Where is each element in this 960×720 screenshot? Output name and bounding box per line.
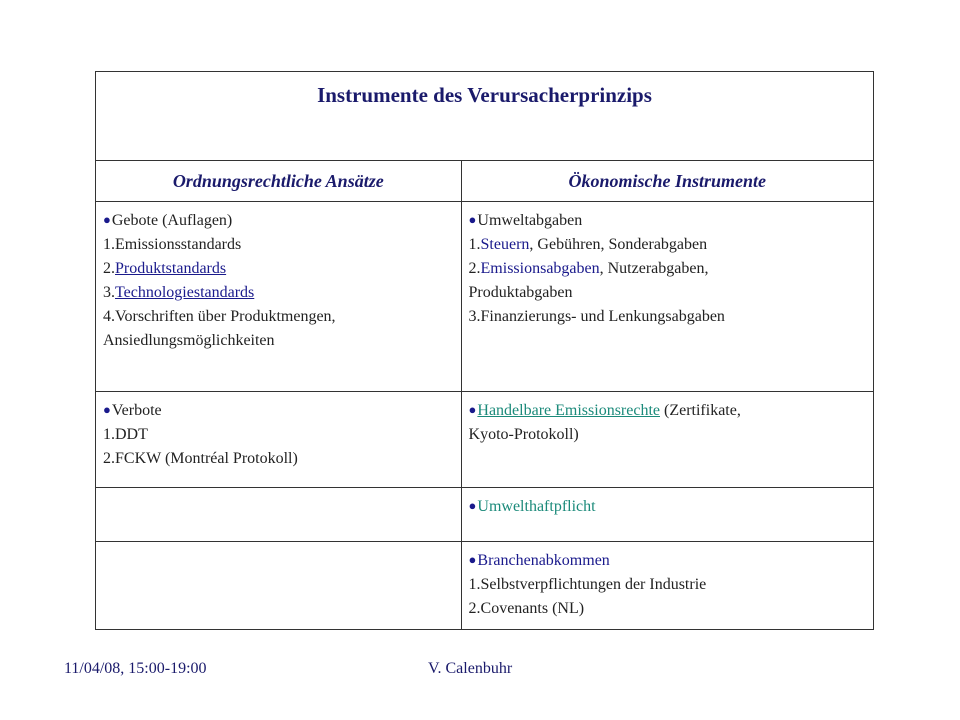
bullet-icon: ● (468, 498, 477, 513)
umwelthaftpflicht-line (469, 495, 865, 519)
cell-handelbare-emissionsrechte (461, 392, 873, 488)
cell-verbote (96, 392, 462, 488)
verbote-heading: Verbote (111, 402, 162, 419)
umwelthaftpflicht-label: Umwelthaftpflicht (477, 498, 596, 515)
header-oekonomisch: Ökonomische Instrumente (461, 161, 873, 202)
verbote-heading-line (103, 399, 453, 423)
branchenabkommen-item-1: 1.Selbstverpflichtungen der Industrie (468, 576, 707, 593)
gebote-heading-line (103, 209, 453, 233)
verbote-item-1: 1.DDT (103, 426, 148, 443)
link-handelbare-emissionsrechte[interactable]: Handelbare Emissionsrechte (477, 402, 660, 419)
footer-date-time: 11/04/08, 15:00-19:00 (64, 660, 207, 677)
umweltabgaben-item-2-prefix: 2. (468, 260, 481, 277)
gebote-item-4-line-1: 4.Vorschriften über Produktmengen, (103, 308, 336, 325)
handelbare-line-2: Kyoto-Protokoll) (468, 426, 579, 443)
umweltabgaben-steuern: Steuern (480, 236, 530, 253)
bullet-icon: ● (468, 552, 477, 567)
link-technologiestandards[interactable]: Technologiestandards (115, 284, 255, 301)
gebote-item-3 (103, 281, 453, 305)
bullet-icon: ● (468, 212, 477, 227)
cell-branchenabkommen (461, 542, 873, 630)
footer-author: V. Calenbuhr (428, 660, 513, 677)
instruments-table (95, 71, 874, 630)
umweltabgaben-heading: Umweltabgaben (477, 212, 583, 229)
gebote-item-4-line-2: Ansiedlungsmöglichkeiten (103, 332, 275, 349)
bullet-icon: ● (103, 402, 111, 417)
cell-empty-1 (96, 488, 462, 542)
umweltabgaben-item-1 (469, 233, 865, 257)
handelbare-rest: (Zertifikate, (660, 402, 741, 419)
cell-empty-2 (96, 542, 462, 630)
gebote-item-2 (103, 257, 453, 281)
cell-umwelthaftpflicht (461, 488, 873, 542)
link-produktstandards[interactable]: Produktstandards (115, 260, 227, 277)
gebote-heading: Gebote (Auflagen) (111, 212, 233, 229)
umweltabgaben-item-3: 3.Finanzierungs- und Lenkungsabgaben (468, 308, 725, 325)
gebote-item-2-prefix: 2. (103, 260, 115, 277)
gebote-item-1: 1.Emissionsstandards (103, 236, 242, 253)
handelbare-line-1 (469, 399, 865, 423)
umweltabgaben-heading-line (469, 209, 865, 233)
bullet-icon: ● (103, 212, 111, 227)
branchenabkommen-heading: Branchenabkommen (477, 552, 610, 569)
branchenabkommen-heading-line (469, 549, 865, 573)
verbote-item-2: 2.FCKW (Montréal Protokoll) (103, 450, 298, 467)
umweltabgaben-emissionsabgaben: Emissionsabgaben (480, 260, 600, 277)
header-ordnungsrechtlich: Ordnungsrechtliche Ansätze (96, 161, 462, 202)
gebote-item-3-prefix: 3. (103, 284, 115, 301)
branchenabkommen-item-2: 2.Covenants (NL) (468, 600, 585, 617)
bullet-icon: ● (468, 402, 477, 417)
cell-gebote (96, 202, 462, 392)
umweltabgaben-item-2-line-2: Produktabgaben (468, 284, 573, 301)
umweltabgaben-item-1-rest: , Gebühren, Sonderabgaben (529, 236, 708, 253)
umweltabgaben-item-1-prefix: 1. (468, 236, 481, 253)
table-title-cell (96, 72, 874, 161)
umweltabgaben-item-2 (469, 257, 865, 281)
table-title: Instrumente des Verursacherprinzips (317, 83, 652, 107)
umweltabgaben-item-2-rest: , Nutzerabgaben, (599, 260, 709, 277)
cell-umweltabgaben (461, 202, 873, 392)
